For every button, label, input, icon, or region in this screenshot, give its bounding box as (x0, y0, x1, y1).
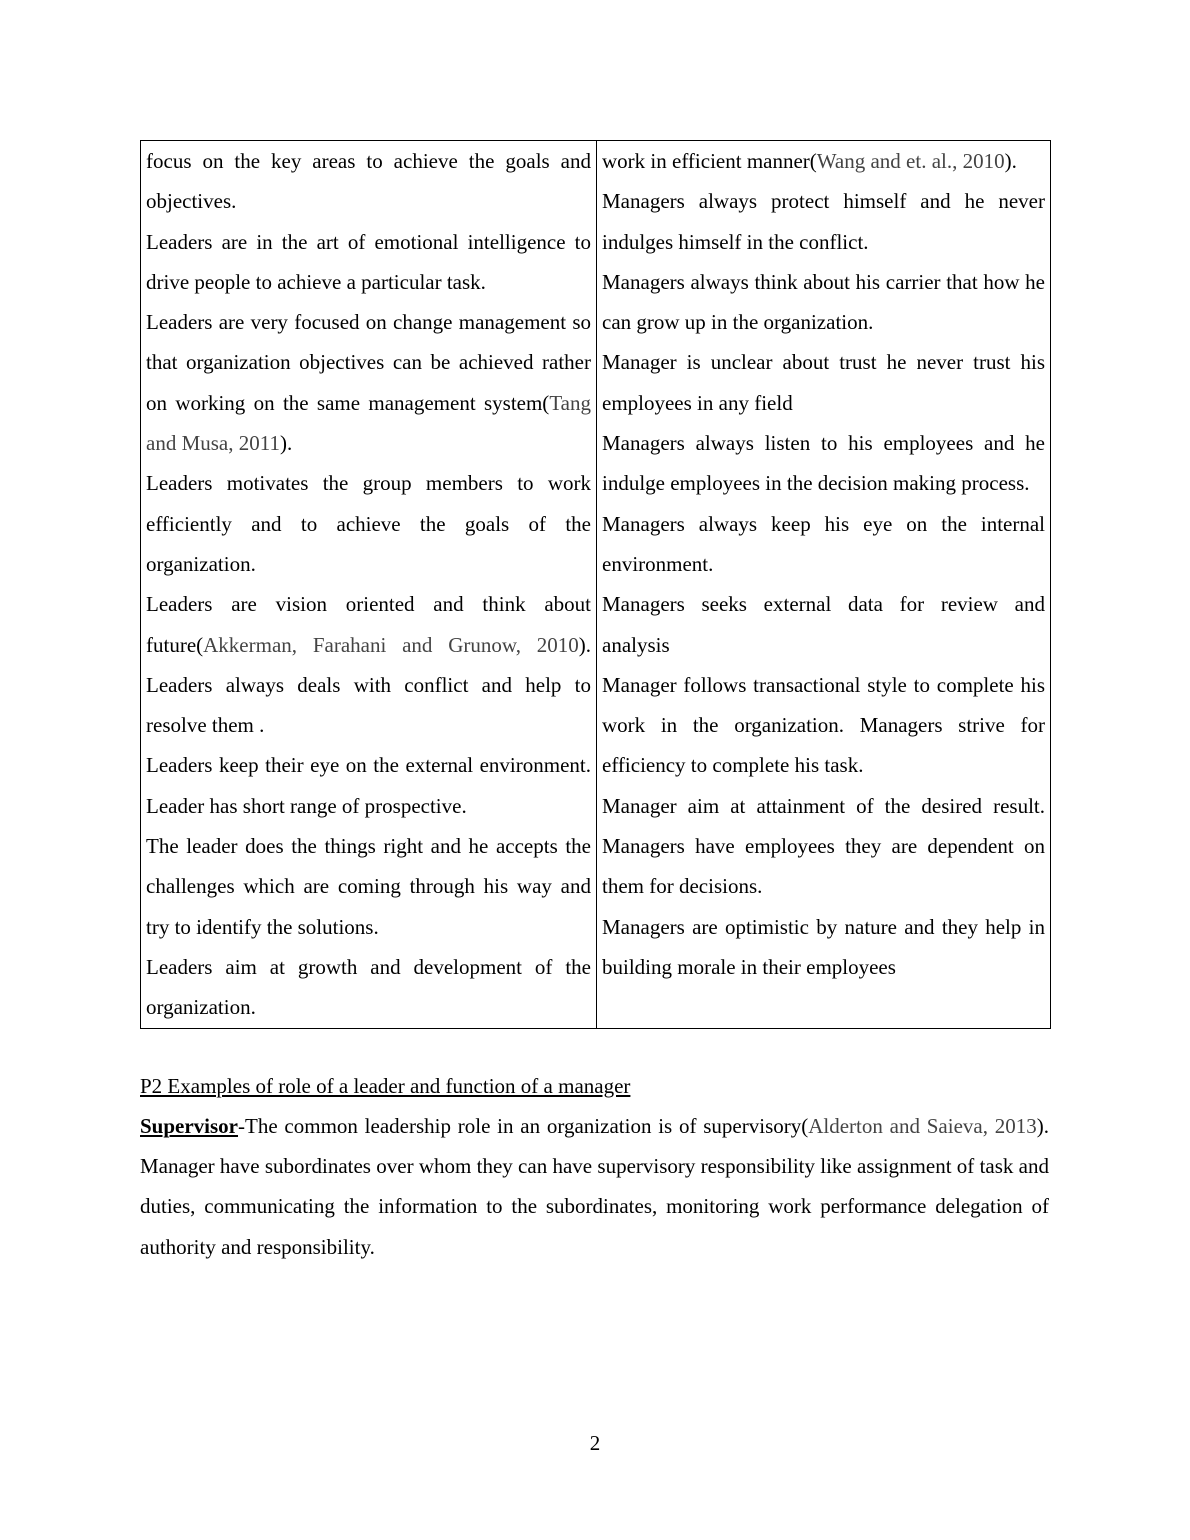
leader-point: Leaders motivates the group members to work efficiently and to achieve the goals of the organization. (146, 471, 591, 576)
leaders-column (141, 141, 597, 1029)
section-heading: P2 Examples of role of a leader and function of a manager (140, 1073, 631, 1098)
manager-point: Managers seeks external data for review and analysis (602, 592, 1045, 657)
citation: Alderton and Saieva, 2013 (808, 1113, 1037, 1138)
manager-point: Manager is unclear about trust he never trust his employees in any field (602, 350, 1045, 415)
manager-point: work in efficient manner(Wang and et. al., 2010). (602, 149, 1017, 173)
leader-point: Leaders keep their eye on the external environment. Leader has short range of prospective. (146, 753, 591, 818)
citation: Akkerman, Farahani and Grunow, 2010 (203, 632, 579, 657)
leader-point: Leaders are in the art of emotional intelligence to drive people to achieve a particular task. (146, 229, 591, 294)
term-supervisor: Supervisor (140, 1113, 239, 1138)
managers-column (597, 141, 1051, 1029)
manager-point: Managers always protect himself and he never indulges himself in the conflict. (602, 189, 1045, 254)
leader-point: Leaders aim at growth and development of the organization. (146, 954, 591, 1020)
leader-manager-comparison-table (140, 140, 1051, 1029)
manager-point: Managers always think about his carrier that how he can grow up in the organization. (602, 269, 1045, 335)
leader-point: Leaders are vision oriented and think about future(Akkerman, Farahani and Grunow, 2010). Leaders always deals with conflict and help to resolve them . (146, 592, 591, 738)
manager-point: Managers always keep his eye on the internal environment. (602, 511, 1045, 576)
table-row (141, 141, 1051, 1029)
citation: Wang and et. al., 2010 (816, 149, 1005, 173)
leader-point: focus on the key areas to achieve the goals and objectives. (146, 149, 591, 214)
supervisor-paragraph: Supervisor-The common leadership role in an organization is of supervisory(Alderton and Saieva, 2013). Manager have subordinates over whom they can have supervisory responsibility like assignment of task and duties, communicating the information to the subordinates, monitoring work performance delegation of authority and responsibility. (140, 1113, 1049, 1259)
page-content (140, 140, 1049, 1267)
leader-point: Leaders are very focused on change management so that organization objectives can be achieved rather on working on the same management system(Tang and Musa, 2011). (146, 310, 591, 456)
leader-point: The leader does the things right and he accepts the challenges which are coming through his way and try to identify the solutions. (146, 834, 591, 939)
manager-point: Managers are optimistic by nature and they help in building morale in their employees (602, 914, 1045, 979)
manager-point: Manager follows transactional style to complete his work in the organization. Managers strive for efficiency to complete his task. (602, 672, 1045, 778)
manager-point: Manager aim at attainment of the desired result. Managers have employees they are dependent on them for decisions. (602, 793, 1045, 899)
page-number: 2 (589, 1431, 601, 1455)
citation: Tang and Musa, 2011 (146, 390, 591, 456)
manager-point: Managers always listen to his employees and he indulge employees in the decision making process. (602, 431, 1045, 496)
